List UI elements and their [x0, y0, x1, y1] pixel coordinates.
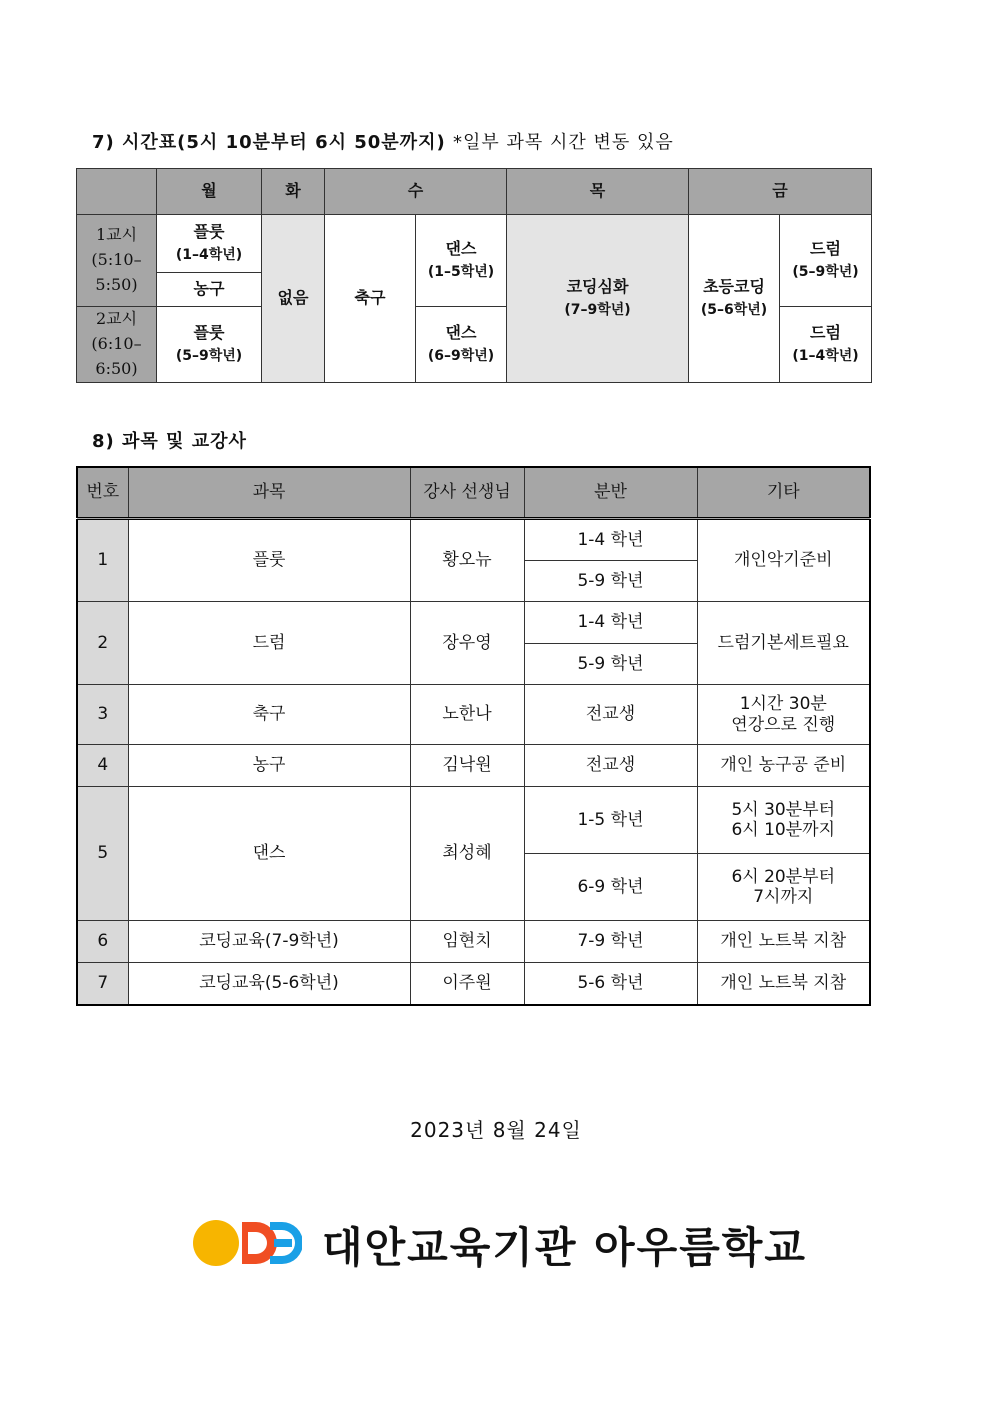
row-4-class: 전교생 [524, 745, 697, 787]
school-logo-icon [192, 1212, 302, 1274]
row-5-etc-a [697, 787, 870, 854]
row-7-teacher: 이주원 [410, 963, 524, 1005]
row-6-class: 7-9 학년 [524, 921, 697, 963]
row-2-etc: 드럼기본세트필요 [697, 602, 870, 685]
row-5-etc-b-line-1: 6시 20분부터 [731, 866, 836, 887]
table-row [77, 685, 870, 745]
row-7-etc: 개인 노트북 지참 [697, 963, 870, 1005]
table-row [77, 787, 870, 854]
fri-p2-cell [780, 307, 872, 383]
fri-p2-grade: (1–4학년) [792, 348, 859, 365]
period-2-name: 2교시 [95, 309, 138, 329]
mon-p1b-cell: 농구 [157, 273, 262, 307]
mon-p1-cell [157, 215, 262, 273]
row-5-class-b: 6-9 학년 [524, 854, 697, 921]
row-1-etc: 개인악기준비 [697, 519, 870, 602]
period-1-label [77, 215, 157, 307]
timetable [76, 168, 872, 383]
section-7-heading [92, 128, 674, 154]
timetable-corner [77, 169, 157, 215]
row-3-etc-line-1: 1시간 30분 [739, 694, 827, 715]
section-8-title: 8) 과목 및 교강사 [92, 431, 247, 452]
header-subject: 과목 [128, 467, 410, 519]
fri-main-cell [689, 215, 780, 383]
period-1-name: 1교시 [95, 225, 138, 245]
thu-cell [507, 215, 689, 383]
table-row [77, 921, 870, 963]
thu-grade: (7–9학년) [564, 302, 631, 319]
row-7-number: 7 [77, 963, 128, 1005]
row-2-class-a: 1-4 학년 [524, 602, 697, 644]
day-header-wed: 수 [325, 169, 507, 215]
fri-p1-cell [780, 215, 872, 307]
row-5-teacher: 최성혜 [410, 787, 524, 921]
row-5-class-a: 1-5 학년 [524, 787, 697, 854]
wed-p2-cell [416, 307, 507, 383]
row-5-etc-a-line-1: 5시 30분부터 [731, 799, 836, 820]
row-5-etc-b [697, 854, 870, 921]
day-header-thu: 목 [507, 169, 689, 215]
wed-p1-grade: (1–5학년) [427, 264, 495, 281]
thu-subject: 코딩심화 [566, 277, 629, 297]
school-name: 대안교육기관 아우름학교 [322, 1223, 807, 1272]
fri-main-grade: (5–6학년) [700, 302, 768, 319]
mon-p2-subject: 플룻 [193, 323, 225, 343]
section-7-title: 7) 시간표(5시 10분부터 6시 50분까지) [92, 132, 446, 153]
row-1-class-a: 1-4 학년 [524, 519, 697, 561]
wed-p2-grade: (6–9학년) [427, 348, 495, 365]
period-1-start: (5:10– [91, 250, 142, 270]
row-3-class: 전교생 [524, 685, 697, 745]
wed-main-cell: 축구 [325, 215, 416, 383]
header-number: 번호 [77, 467, 128, 519]
row-2-subject: 드럼 [128, 602, 410, 685]
row-1-teacher: 황오뉴 [410, 519, 524, 602]
wed-p1-cell [416, 215, 507, 307]
fri-p2-subject: 드럼 [810, 323, 841, 343]
logo-blue-shape [270, 1222, 302, 1264]
row-2-number: 2 [77, 602, 128, 685]
row-5-subject: 댄스 [128, 787, 410, 921]
row-3-etc-line-2: 연강으로 진행 [731, 714, 836, 735]
day-header-tue: 화 [262, 169, 325, 215]
table-row [77, 963, 870, 1005]
subjects-table [76, 466, 871, 1006]
day-header-fri: 금 [689, 169, 872, 215]
period-2-label [77, 307, 157, 383]
row-1-number: 1 [77, 519, 128, 602]
logo-yellow-circle [193, 1220, 239, 1266]
table-row [77, 519, 870, 561]
table-row [77, 745, 870, 787]
row-1-subject: 플룻 [128, 519, 410, 602]
mon-p1-subject: 플룻 [193, 222, 225, 242]
section-8-heading [92, 427, 247, 453]
row-7-subject: 코딩교육(5-6학년) [128, 963, 410, 1005]
row-6-subject: 코딩교육(7-9학년) [128, 921, 410, 963]
row-4-teacher: 김낙원 [410, 745, 524, 787]
row-4-subject: 농구 [128, 745, 410, 787]
mon-p2-cell [157, 307, 262, 383]
table-row [77, 602, 870, 644]
row-3-etc [697, 685, 870, 745]
row-5-etc-b-line-2: 7시까지 [753, 887, 814, 907]
period-1-end: 5:50) [95, 274, 138, 294]
section-7-note: *일부 과목 시간 변동 있음 [452, 132, 674, 153]
row-5-number: 5 [77, 787, 128, 921]
row-3-teacher: 노한나 [410, 685, 524, 745]
row-2-teacher: 장우영 [410, 602, 524, 685]
row-5-etc-a-line-2: 6시 10분까지 [731, 820, 836, 840]
row-3-number: 3 [77, 685, 128, 745]
row-3-subject: 축구 [128, 685, 410, 745]
document-date: 2023년 8월 24일 [410, 1118, 582, 1142]
day-header-mon: 월 [157, 169, 262, 215]
row-2-class-b: 5-9 학년 [524, 644, 697, 685]
wed-p2-subject: 댄스 [445, 323, 477, 343]
row-4-etc: 개인 농구공 준비 [697, 745, 870, 787]
tue-cell: 없음 [262, 215, 325, 383]
row-4-number: 4 [77, 745, 128, 787]
fri-main-subject: 초등코딩 [703, 277, 765, 297]
mon-p2-grade: (5–9학년) [175, 348, 243, 365]
fri-p1-grade: (5–9학년) [792, 264, 859, 281]
header-etc: 기타 [697, 467, 870, 519]
row-1-class-b: 5-9 학년 [524, 561, 697, 602]
row-6-number: 6 [77, 921, 128, 963]
header-teacher: 강사 선생님 [410, 467, 524, 519]
row-6-etc: 개인 노트북 지참 [697, 921, 870, 963]
row-6-teacher: 임현치 [410, 921, 524, 963]
wed-p1-subject: 댄스 [445, 239, 477, 259]
period-2-end: 6:50) [95, 358, 138, 378]
mon-p1-grade: (1–4학년) [175, 247, 243, 264]
header-class: 분반 [524, 467, 697, 519]
period-2-start: (6:10– [91, 334, 142, 354]
row-7-class: 5-6 학년 [524, 963, 697, 1005]
fri-p1-subject: 드럼 [810, 239, 841, 259]
